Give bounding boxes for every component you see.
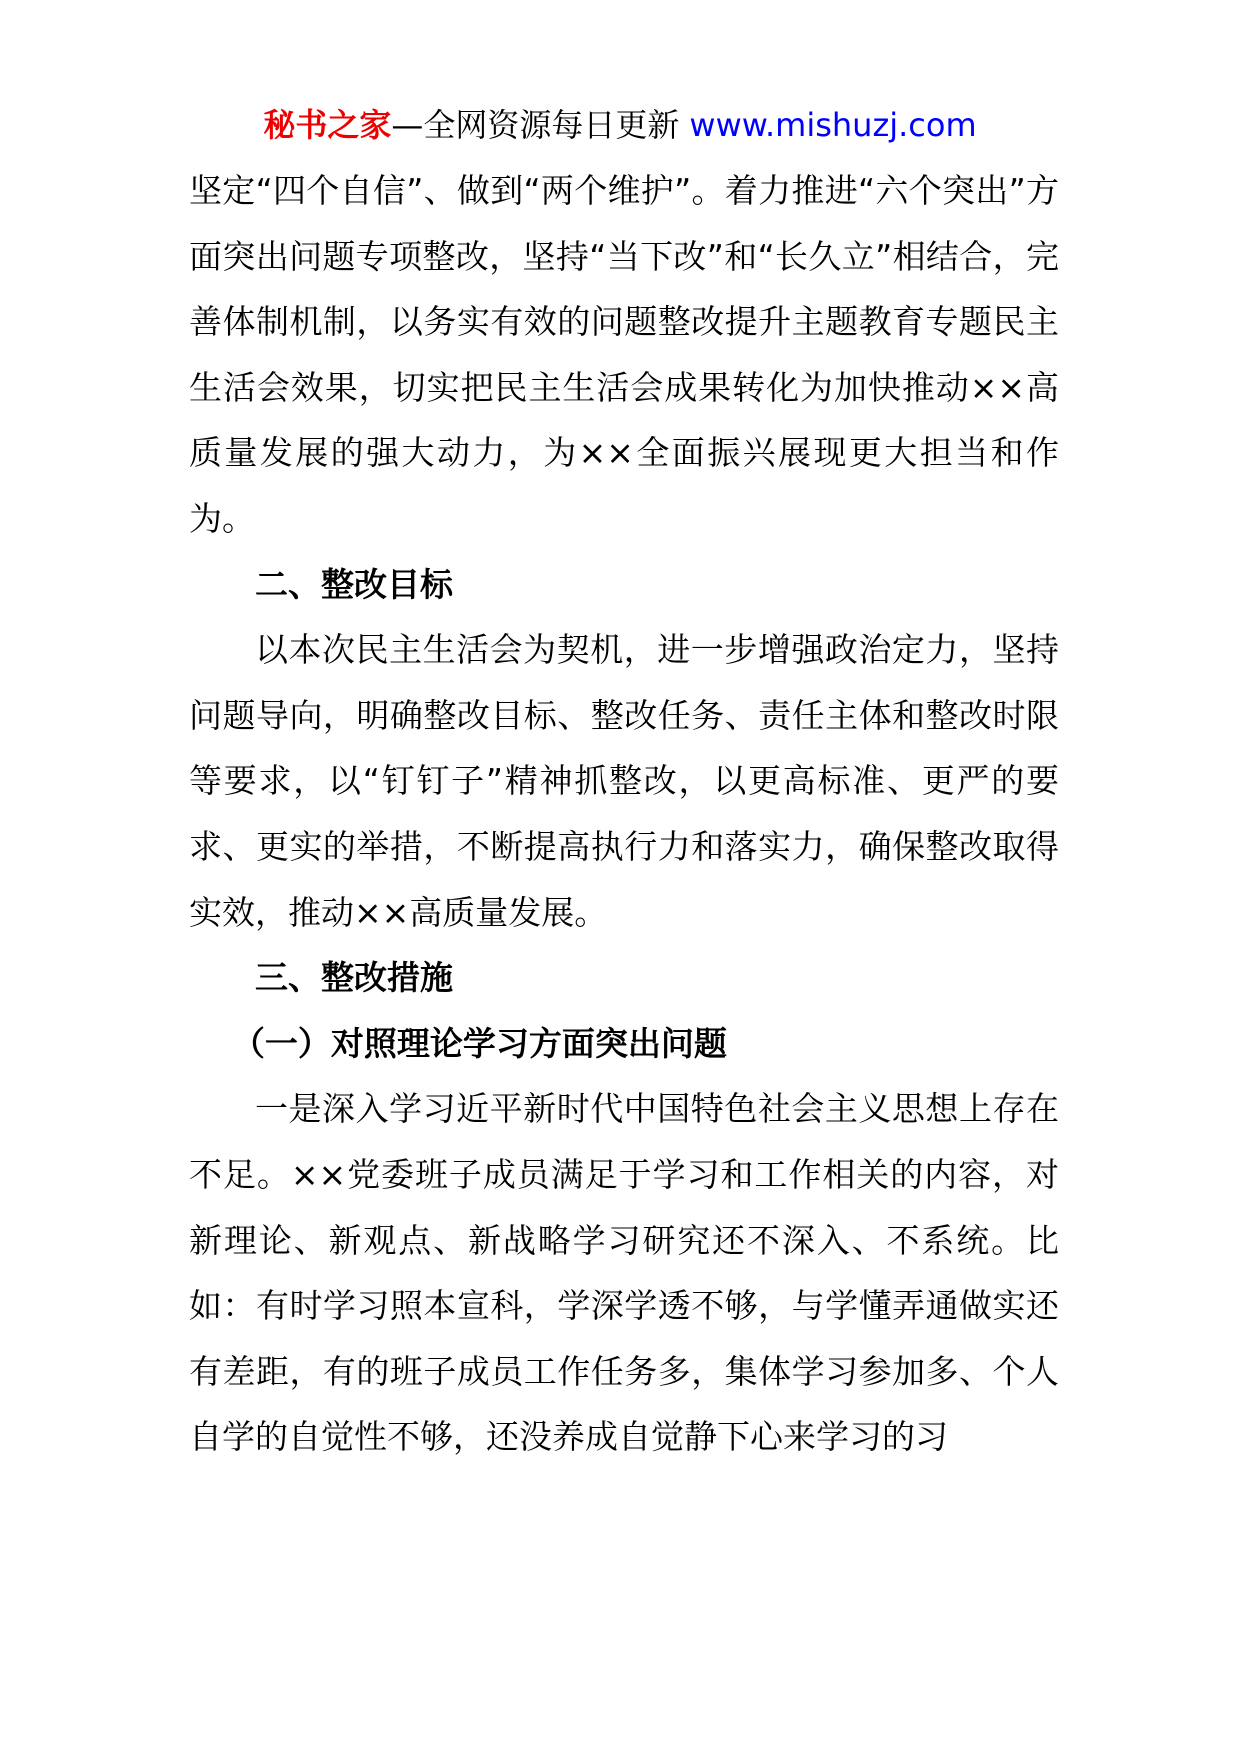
paragraph-continuation: 坚定“四个自信”、做到“两个维护”。着力推进“六个突出”方面突出问题专项整改，坚持“当下改”和“长久立”相结合，完善体制机制，以务实有效的问题整改提升主题教育专题民主生活会效果，切实把民主生活会成果转化为加快推动××高质量发展的强大动力，为××全面振兴展现更大担当和作为。: [189, 171, 1059, 538]
subsection-heading-theory-study: （一）对照理论学习方面突出问题: [231, 1023, 727, 1063]
document-body: [189, 158, 1059, 1470]
paragraph-goals: 以本次民主生活会为契机，进一步增强政治定力，坚持问题导向，明确整改目标、整改任务、责任主体和整改时限等要求，以“钉钉子”精神抓整改，以更高标准、更严的要求、更实的举措，不断提高执行力和落实力，确保整改取得实效，推动××高质量发展。: [189, 630, 1059, 932]
page-header: [0, 103, 1240, 147]
section-heading-goals: 二、整改目标: [255, 564, 453, 604]
brand-name: 秘书之家: [263, 106, 392, 144]
header-tagline: —全网资源每日更新: [391, 106, 680, 144]
site-url-link[interactable]: www.mishuzj.com: [689, 106, 977, 144]
section-heading-measures: 三、整改措施: [255, 958, 453, 998]
paragraph-measure-one: 一是深入学习近平新时代中国特色社会主义思想上存在不足。××党委班子成员满足于学习和工作相关的内容，对新理论、新观点、新战略学习研究还不深入、不系统。比如：有时学习照本宣科，学深学透不够，与学懂弄通做实还有差距，有的班子成员工作任务多，集体学习参加多、个人自学的自觉性不够，还没养成自觉静下心来学习的习: [189, 1089, 1059, 1457]
